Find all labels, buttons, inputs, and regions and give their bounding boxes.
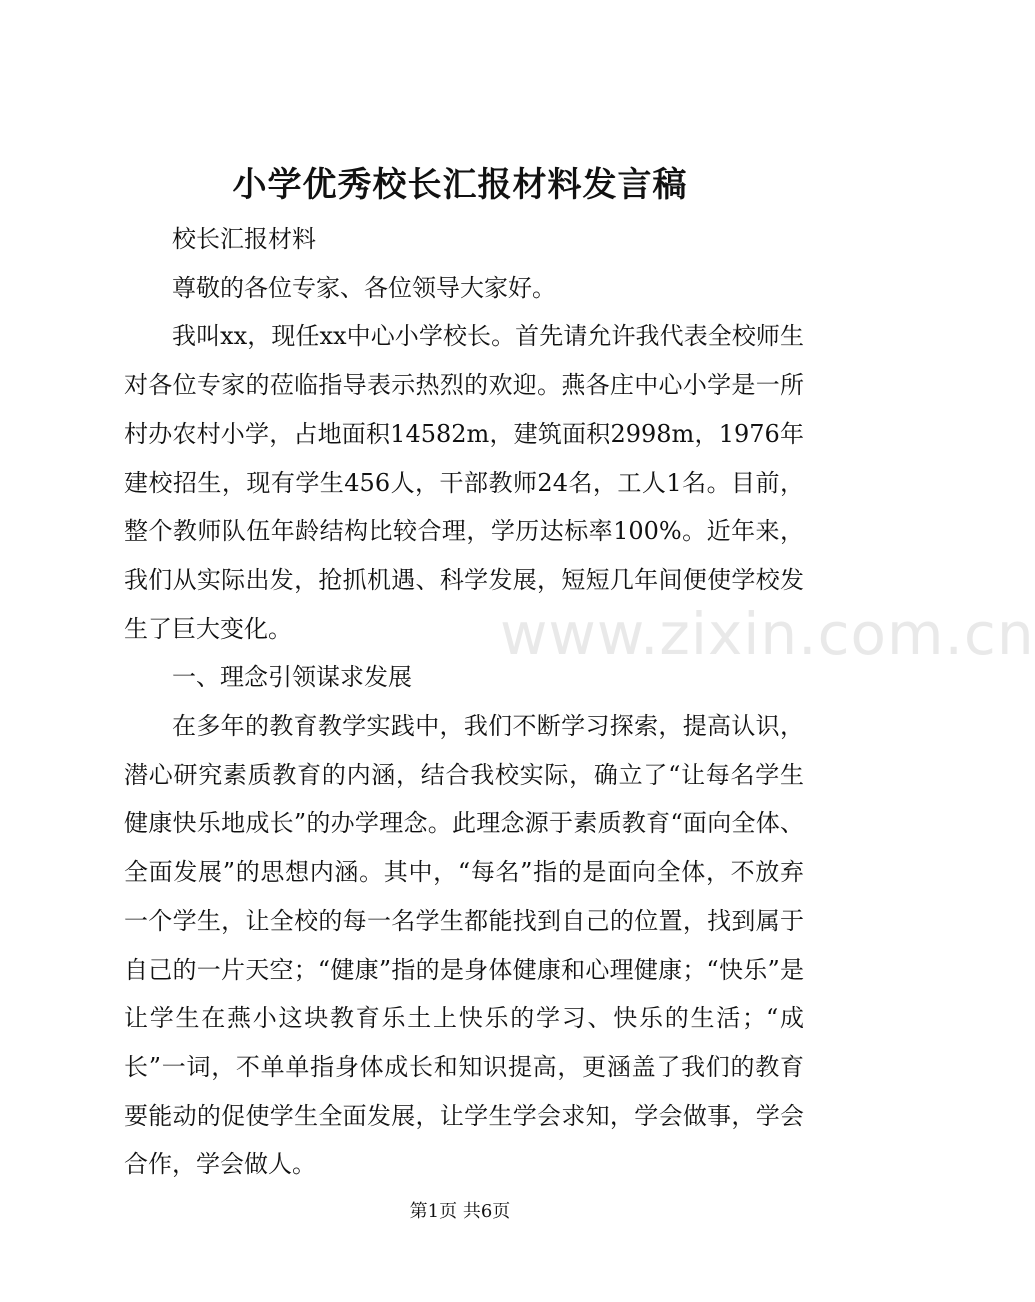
watermark: www.zixin.com.cn <box>500 600 1035 668</box>
section-heading: 一、理念引领谋求发展 <box>172 663 412 692</box>
page-footer: 第1页 共6页 <box>409 1201 511 1222</box>
paragraph-subtitle: 校长汇报材料 <box>172 225 316 253</box>
document-title: 小学优秀校长汇报材料发言稿 <box>232 165 688 205</box>
document-body <box>124 215 804 1189</box>
paragraph-philosophy: 在多年的教育教学实践中，我们不断学习探索，提高认识，潜心研究素质教育的内涵，结合我校实际，确立了“让每名学生健康快乐地成长”的办学理念。此理念源于素质教育“面向全体、全面发展”的思想内涵。其中，“每名”指的是面向全体，不放弃一个学生，让全校的每一名学生都能找到自己的位置，找到属于自己的一片天空；“健康”指的是身体健康和心理健康；“快乐”是让学生在燕小这块教育乐土上快乐的学习、快乐的生活；“成长”一词，不单单指身体成长和知识提高，更涵盖了我们的教育要能动的促使学生全面发展，让学生学会求知，学会做事，学会合作，学会做人。 <box>124 712 804 1179</box>
paragraph-greeting: 尊敬的各位专家、各位领导大家好。 <box>172 273 556 302</box>
paragraph-introduction: 我叫xx，现任xx中心小学校长。首先请允许我代表全校师生对各位专家的莅临指导表示热烈的欢迎。燕各庄中心小学是一所村办农村小学，占地面积14582m，建筑面积2998m，1976年建校招生，现有学生456人，干部教师24名，工人1名。目前，整个教师队伍年龄结构比较合理，学历达标率100%。近年来，我们从实际出发，抢抓机遇、科学发展，短短几年间便使学校发生了巨大变化。 <box>124 322 804 643</box>
